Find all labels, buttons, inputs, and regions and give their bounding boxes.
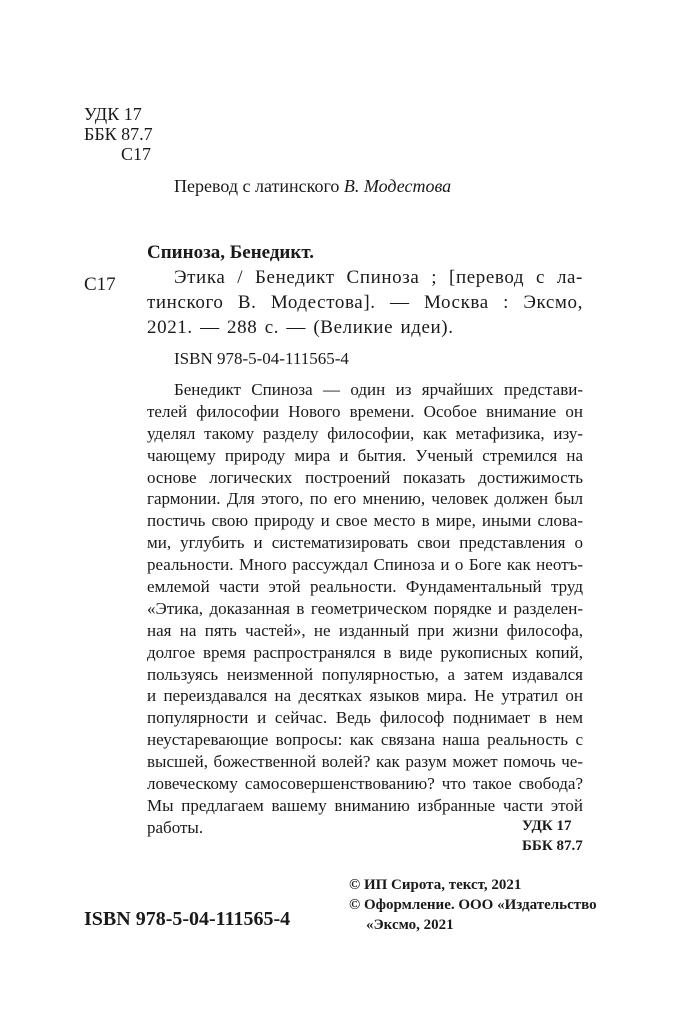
annotation-line: и переиздавался на десятках языков мира. Не утратил он [147,686,583,706]
annotation-line: «Этика, доказанная в геометрическом порядке и разделен- [147,598,583,618]
author-mark: С17 [121,144,152,164]
annotation-line: реальности. Много рассуждал Спиноза и о Боге как неотъ- [147,555,583,575]
annotation-line: популярности и сейчас. Ведь философ поднимает в нем [147,708,583,728]
annotation-line: Бенедикт Спиноза — один из ярчайших представи- [174,380,583,399]
bibliographic-line: 2021. — 288 с. — (Великие идеи). [147,317,454,338]
bibliographic-line: тинского В. Модестова]. — Москва : Эксмо, [147,292,583,313]
annotation-line: чающему природу мира и бытия. Ученый стремился на [147,445,583,465]
translation-note [174,176,451,197]
annotation-line: постичь свою природу и свое место в мире, иными слова- [147,511,583,531]
copyright-text: © ИП Сирота, текст, 2021 [349,877,522,893]
translation-prefix: Перевод с латинского [174,176,340,196]
isbn-main: ISBN 978-5-04-111565-4 [84,908,291,930]
annotation-line: гармонии. Для этого, по его мнению, человек должен был [147,489,583,509]
udk-code: УДК 17 [84,104,142,124]
bbk-code: ББК 87.7 [84,124,153,144]
isbn-small: ISBN 978-5-04-111565-4 [174,349,349,368]
annotation-line: основе логических построений показать достижимость [147,467,583,487]
annotation-line: Мы предлагаем вашему вниманию избранные части этой [147,795,583,815]
annotation-line: емлемой части этой реальности. Фундаментальный труд [147,577,583,597]
annotation-line: неустаревающие вопросы: как связана наша реальность с [147,730,583,750]
translator-name: В. Модестова [343,176,452,196]
annotation-line: телей философии Нового времени. Особое внимание он [147,401,583,421]
annotation-line: работы. [147,817,204,837]
udk-code-bottom: УДК 17 [522,818,572,834]
author-mark-side: С17 [84,274,116,295]
annotation-line: долгое время распространялся в виде рукописных копий, [147,642,583,662]
copyright-design: © Оформление. ООО «Издательство [349,897,597,913]
annotation-line: ловеческому самосовершенствованию? что такое свобода? [147,774,583,794]
bbk-code-bottom: ББК 87.7 [522,838,583,854]
bibliographic-line: Этика / Бенедикт Спиноза ; [перевод с ла- [174,267,583,288]
annotation-line: уделял такому разделу философии, как метафизика, изу- [147,423,583,443]
annotation-line: ная на пять частей», не изданный при жизни философа, [147,620,583,640]
author-heading: Спиноза, Бенедикт. [147,242,314,263]
copyright-design-cont: «Эксмо, 2021 [366,917,454,933]
annotation-line: высшей, божественной волей? как разум может помочь че- [147,752,583,772]
annotation-line: пользуясь неизменной популярностью, а затем издавался [147,664,583,684]
annotation [147,379,583,839]
annotation-line: ми, углубить и систематизировать свои представления о [147,533,583,553]
